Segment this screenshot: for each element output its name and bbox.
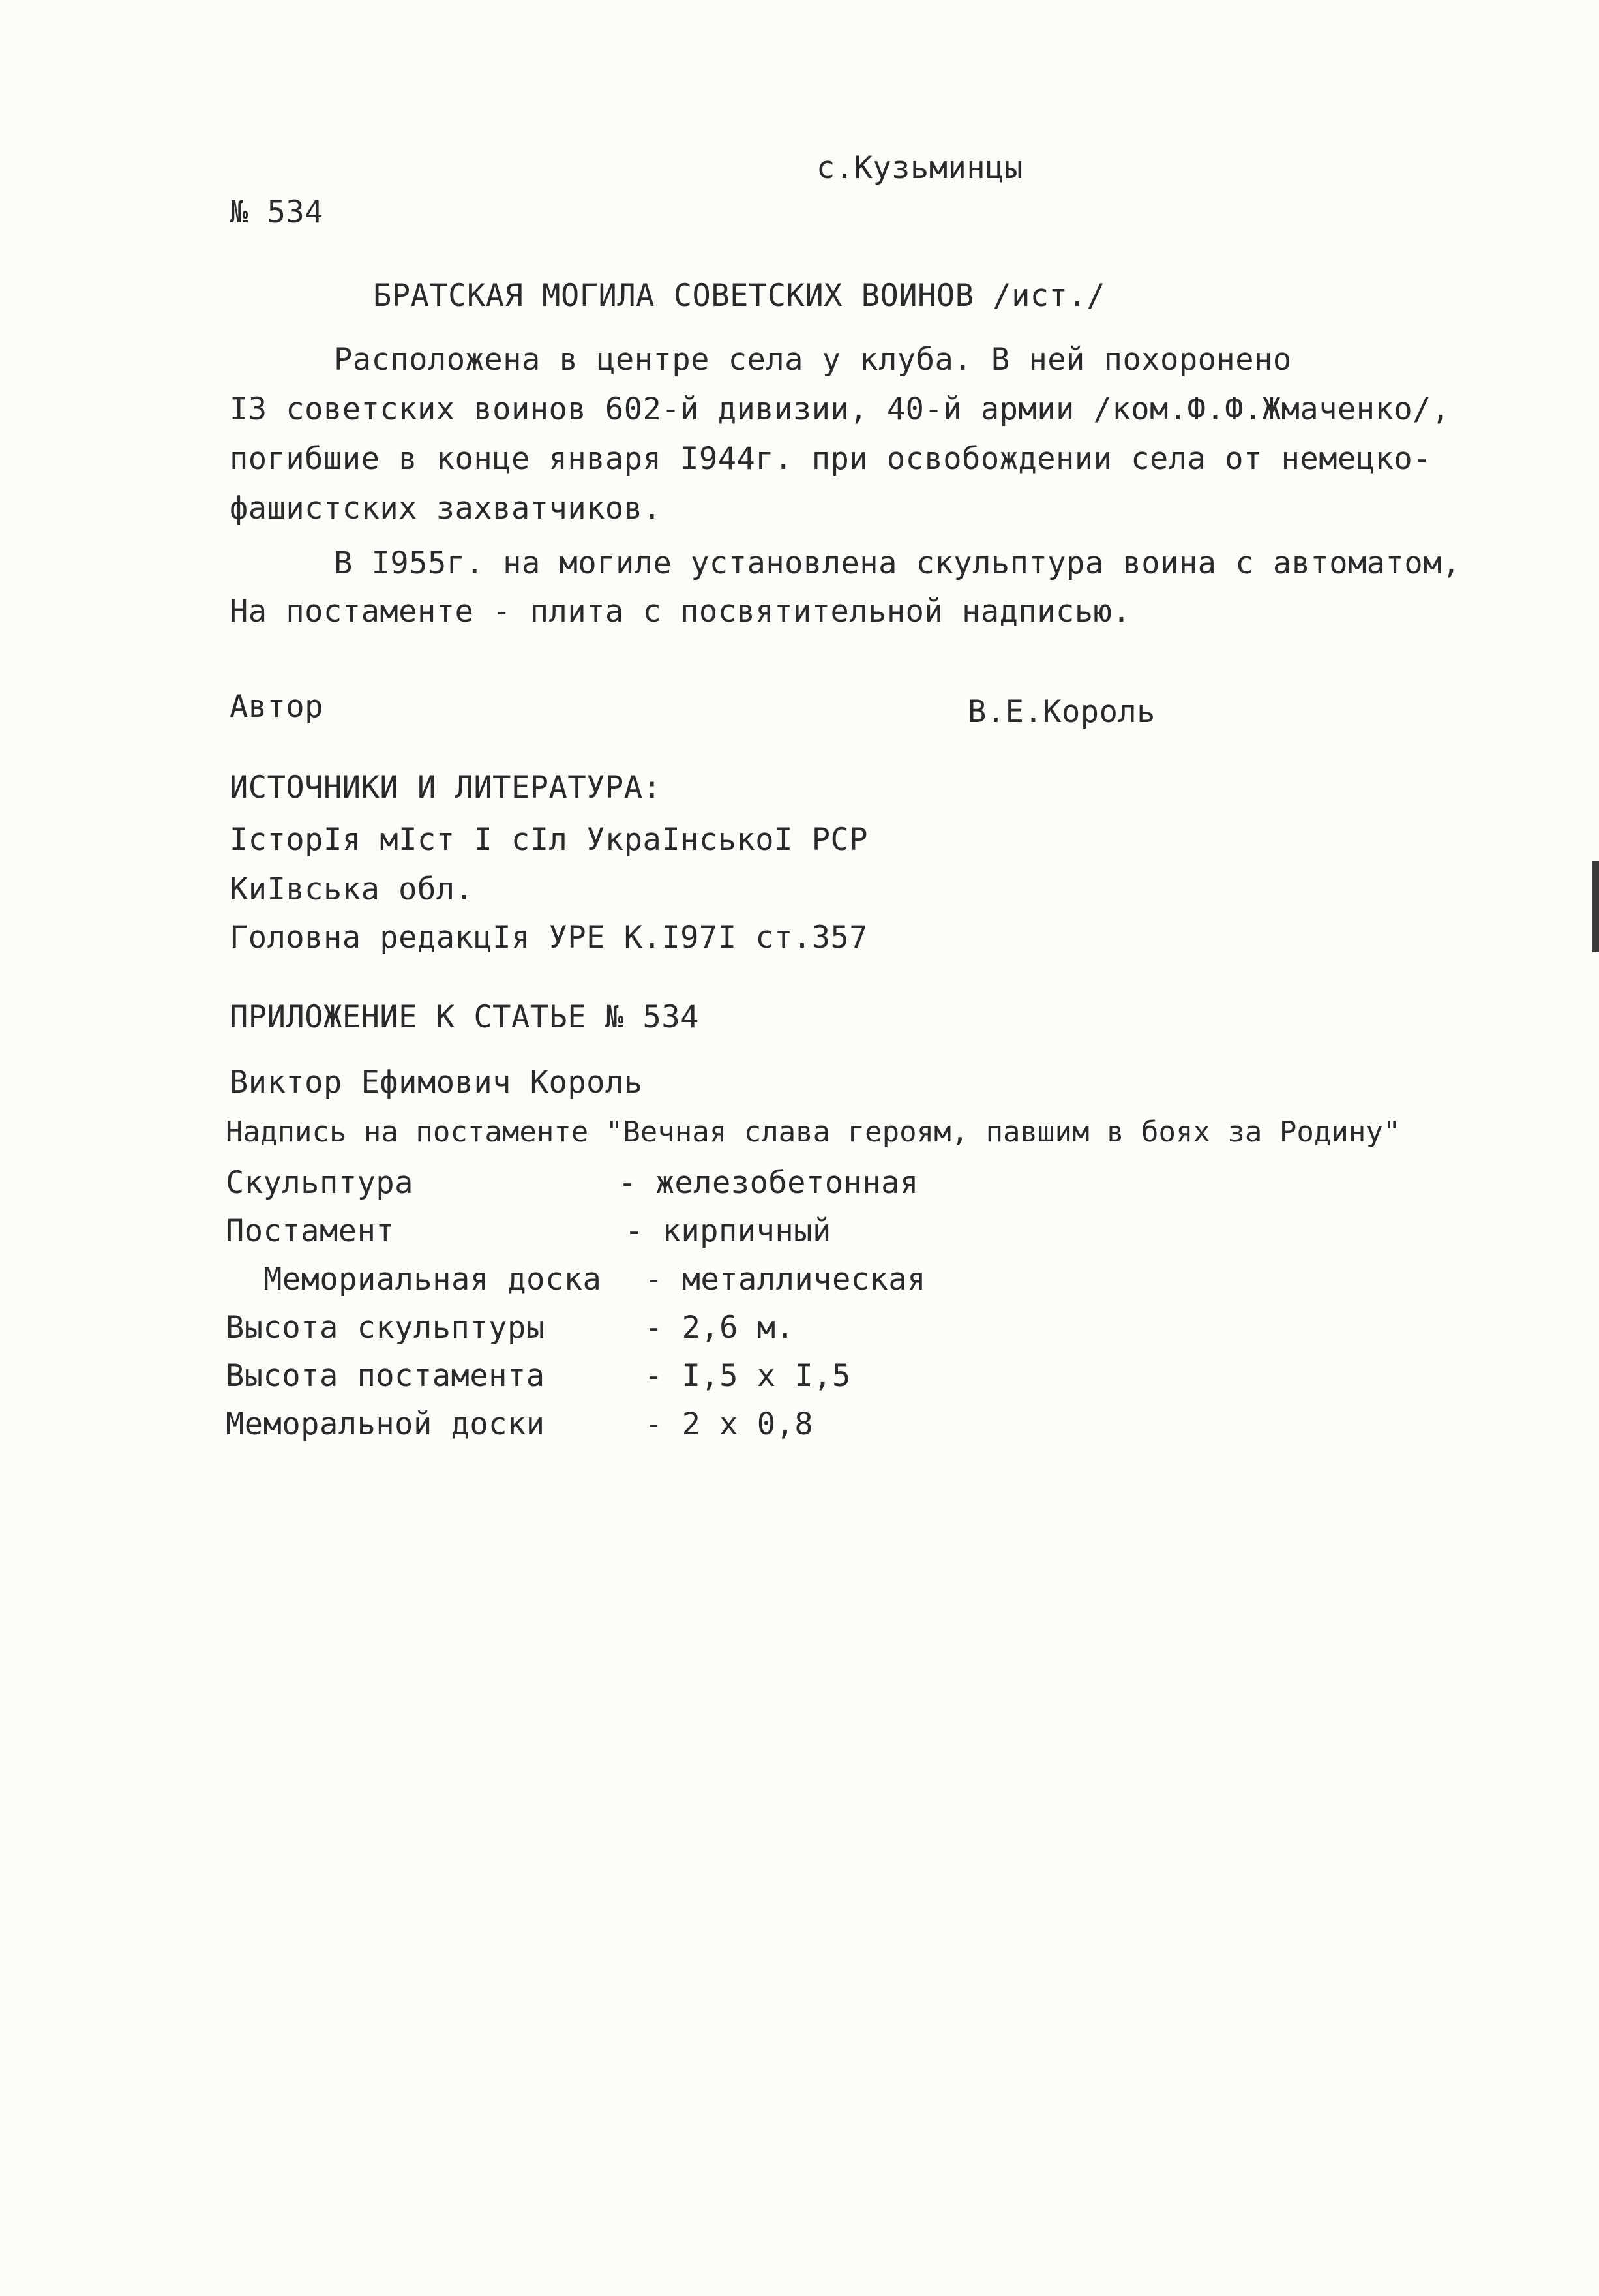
source-line-1: ІсторІя мІст І сІл УкраІнськоІ РСР xyxy=(230,822,869,858)
spec-value: - I,5 x I,5 xyxy=(644,1358,851,1394)
body-line-6: На постаменте - плита с посвятительной надписью. xyxy=(230,594,1131,629)
body-line-2: I3 советских воинов 602-й дивизии, 40-й армии /ком.Ф.Ф.Жмаченко/, xyxy=(230,391,1450,427)
sources-heading: ИСТОЧНИКИ И ЛИТЕРАТУРА: xyxy=(230,770,662,806)
appendix-person: Виктор Ефимович Король xyxy=(230,1065,643,1100)
appendix-inscription: Надпись на постаменте "Вечная слава героям, павшим в боях за Родину" xyxy=(226,1115,1401,1149)
spec-value: - кирпичный xyxy=(625,1213,831,1249)
source-line-3: Головна редакцІя УРЕ К.І97І ст.357 xyxy=(230,920,869,956)
scan-edge-mark xyxy=(1592,861,1599,952)
source-line-2: КиІвська обл. xyxy=(230,871,474,907)
spec-label: Постамент xyxy=(226,1213,395,1249)
author-name: В.Е.Король xyxy=(968,694,1156,730)
spec-label: Меморальной доски xyxy=(226,1406,545,1442)
spec-value: - железобетонная xyxy=(618,1165,919,1201)
spec-value: - металлическая xyxy=(644,1261,926,1297)
spec-value: - 2 x 0,8 xyxy=(644,1406,814,1442)
spec-label: Мемориальная доска xyxy=(263,1261,602,1297)
body-line-4: фашистских захватчиков. xyxy=(230,491,662,526)
author-label: Автор xyxy=(230,689,323,725)
appendix-heading: ПРИЛОЖЕНИЕ К СТАТЬЕ № 534 xyxy=(230,999,699,1035)
body-line-3: погибшие в конце января I944г. при освобождении села от немецко- xyxy=(230,441,1431,477)
spec-label: Высота скульптуры xyxy=(226,1310,545,1346)
article-number: № 534 xyxy=(230,194,323,230)
document-title: БРАТСКАЯ МОГИЛА СОВЕТСКИХ ВОИНОВ /ист./ xyxy=(373,278,1106,314)
spec-value: - 2,6 м. xyxy=(644,1310,795,1346)
spec-label: Высота постамента xyxy=(226,1358,545,1394)
body-line-5: В I955г. на могиле установлена скульптура воина с автоматом, xyxy=(334,545,1461,581)
village-name: с.Кузьминцы xyxy=(816,150,1023,186)
spec-label: Скульптура xyxy=(226,1165,413,1201)
body-line-1: Расположена в центре села у клуба. В ней похоронено xyxy=(334,342,1292,378)
